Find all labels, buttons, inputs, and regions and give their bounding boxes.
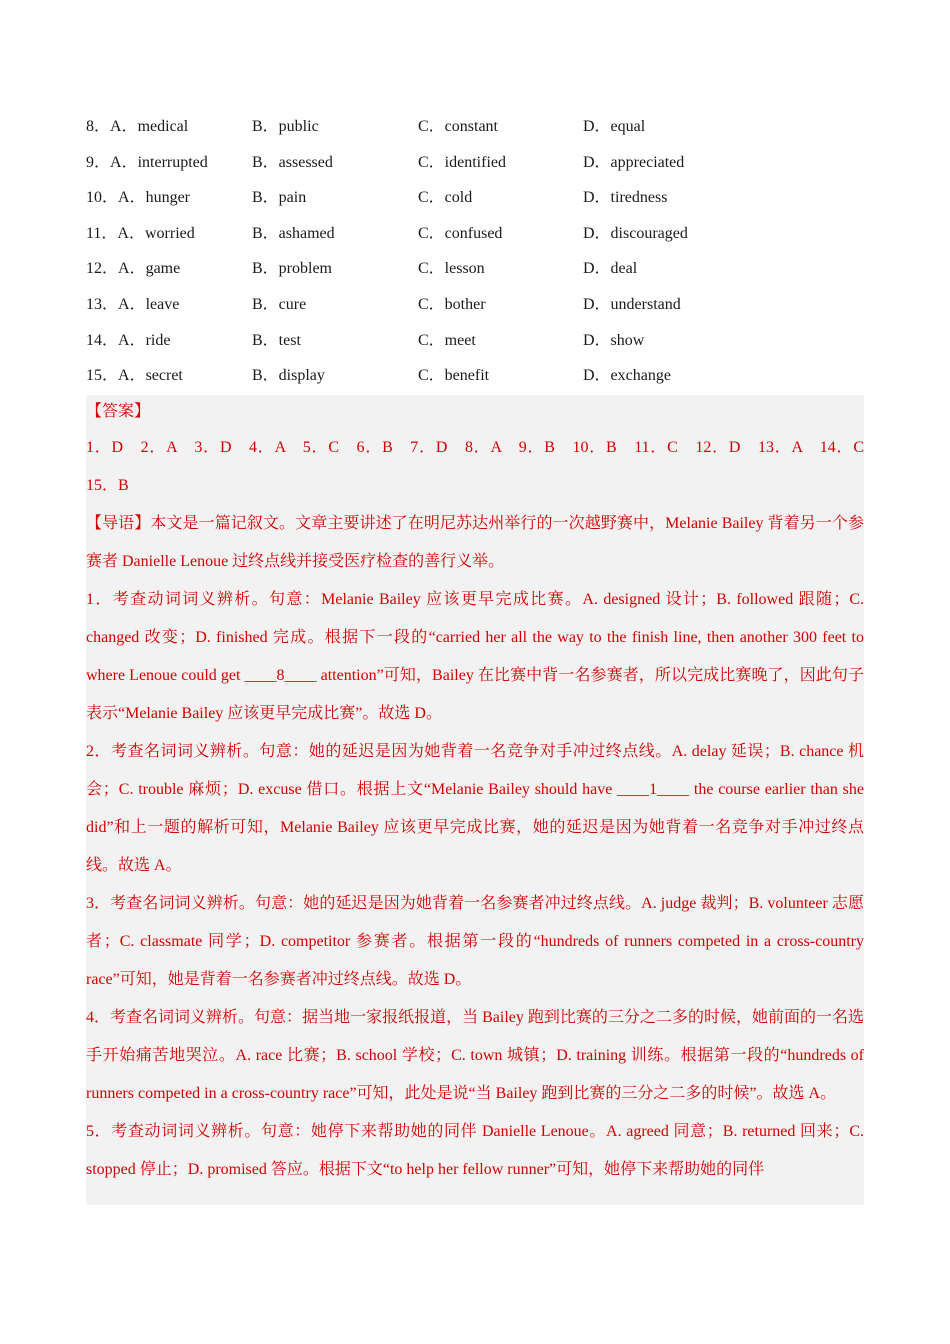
option-b: B．pain xyxy=(252,189,307,207)
explanation-1: 1．考查动词词义辨析。句意：Melanie Bailey 应该更早完成比赛。A. designed 设计；B. followed 跟随；C. changed 改变；D. finished 完成。根据下一段的“carried her all the way to the finish line, then another 300 feet to where Lenoue could get ____8____ attention”可知，Bailey 在比赛中背一名参赛者，所以完成比赛晚了，因此句子表示“Melanie Bailey 应该更早完成比赛”。故选 D。 xyxy=(86,591,864,722)
option-c: C．cold xyxy=(418,189,473,207)
option-b: B．ashamed xyxy=(252,224,335,242)
question-row-12 xyxy=(86,251,866,287)
option-d: D．show xyxy=(583,331,645,349)
option-a: 13．A．leave xyxy=(86,295,180,313)
option-c: C．confused xyxy=(418,224,503,242)
explanation-3: 3．考查名词词义辨析。句意：她的延迟是因为她背着一名参赛者冲过终点线。A. judge 裁判；B. volunteer 志愿者；C. classmate 同学；D. competitor 参赛者。根据第一段的“hundreds of runners competed in a cross-country race”可知，她是背着一名参赛者冲过终点线。故选 D。 xyxy=(86,895,864,988)
guide-paragraph: 【导语】本文是一篇记叙文。文章主要讲述了在明尼苏达州举行的一次越野赛中，Melanie Bailey 背着另一个参赛者 Danielle Lenoue 过终点线并接受医疗检查的善行义举。 xyxy=(86,515,864,570)
option-a: 15．A．secret xyxy=(86,367,183,385)
option-a: 14．A．ride xyxy=(86,331,171,349)
option-d: D．exchange xyxy=(583,367,671,385)
question-row-15 xyxy=(86,358,866,394)
option-a: 11．A．worried xyxy=(86,224,195,242)
option-b: B．assessed xyxy=(252,153,333,171)
option-c: C．constant xyxy=(418,118,498,135)
answer-keys-line-1: 1．D 2．A 3．D 4．A 5．C 6．B 7．D 8．A 9．B 10．B 11．C 12．D 13．A 14．C xyxy=(86,439,864,456)
option-d: D．tiredness xyxy=(583,189,668,207)
question-row-8 xyxy=(86,109,866,145)
options-list xyxy=(86,109,866,394)
option-d: D．deal xyxy=(583,260,638,278)
explanation-5: 5．考查动词词义辨析。句意：她停下来帮助她的同伴 Danielle Lenoue。A. agreed 同意；B. returned 回来；C. stopped 停止；D. promised 答应。根据下文“to help her fellow runner”可知，她停下来帮助她的同伴 xyxy=(86,1123,864,1178)
option-c: C．lesson xyxy=(418,260,485,278)
option-d: D．discouraged xyxy=(583,224,688,242)
question-row-14 xyxy=(86,323,866,359)
option-a: 10．A．hunger xyxy=(86,189,191,207)
option-c: C．benefit xyxy=(418,367,490,385)
explanation-4: 4．考查名词词义辨析。句意：据当地一家报纸报道，当 Bailey 跑到比赛的三分之二多的时候，她前面的一名选手开始痛苦地哭泣。A. race 比赛；B. school 学校；C. town 城镇；D. training 训练。根据第一段的“hundreds of runners competed in a cross-country race”可知，此处是说“当 Bailey 跑到比赛的三分之二多的时候”。故选 A。 xyxy=(86,1009,864,1102)
question-row-13 xyxy=(86,287,866,323)
option-c: C．bother xyxy=(418,295,486,313)
option-c: C．meet xyxy=(418,331,476,349)
option-d: D．understand xyxy=(583,295,681,313)
option-b: B．public xyxy=(252,118,319,135)
question-row-9 xyxy=(86,145,866,181)
option-b: B．cure xyxy=(252,295,307,313)
question-row-10 xyxy=(86,180,866,216)
question-row-11 xyxy=(86,216,866,252)
option-a: 8．A．medical xyxy=(86,118,189,135)
option-b: B．display xyxy=(252,367,325,385)
option-b: B．problem xyxy=(252,260,332,278)
option-a: 9．A．interrupted xyxy=(86,153,208,171)
answer-keys-line-2: 15．B xyxy=(86,477,129,494)
option-a: 12．A．game xyxy=(86,260,181,278)
option-c: C．identified xyxy=(418,153,506,171)
explanation-2: 2．考查名词词义辨析。句意：她的延迟是因为她背着一名竞争对手冲过终点线。A. delay 延误；B. chance 机会；C. trouble 麻烦；D. excuse 借口。根据上文“Melanie Bailey should have ____1____ the course earlier than she did”和上一题的解析可知，Melanie Bailey 应该更早完成比赛，她的延迟是因为她背着一名竞争对手冲过终点线。故选 A。 xyxy=(86,743,864,874)
answer-heading: 【答案】 xyxy=(86,403,151,420)
option-d: D．appreciated xyxy=(583,153,685,171)
option-b: B．test xyxy=(252,331,301,349)
option-d: D．equal xyxy=(583,118,646,135)
answer-section xyxy=(86,395,864,1205)
